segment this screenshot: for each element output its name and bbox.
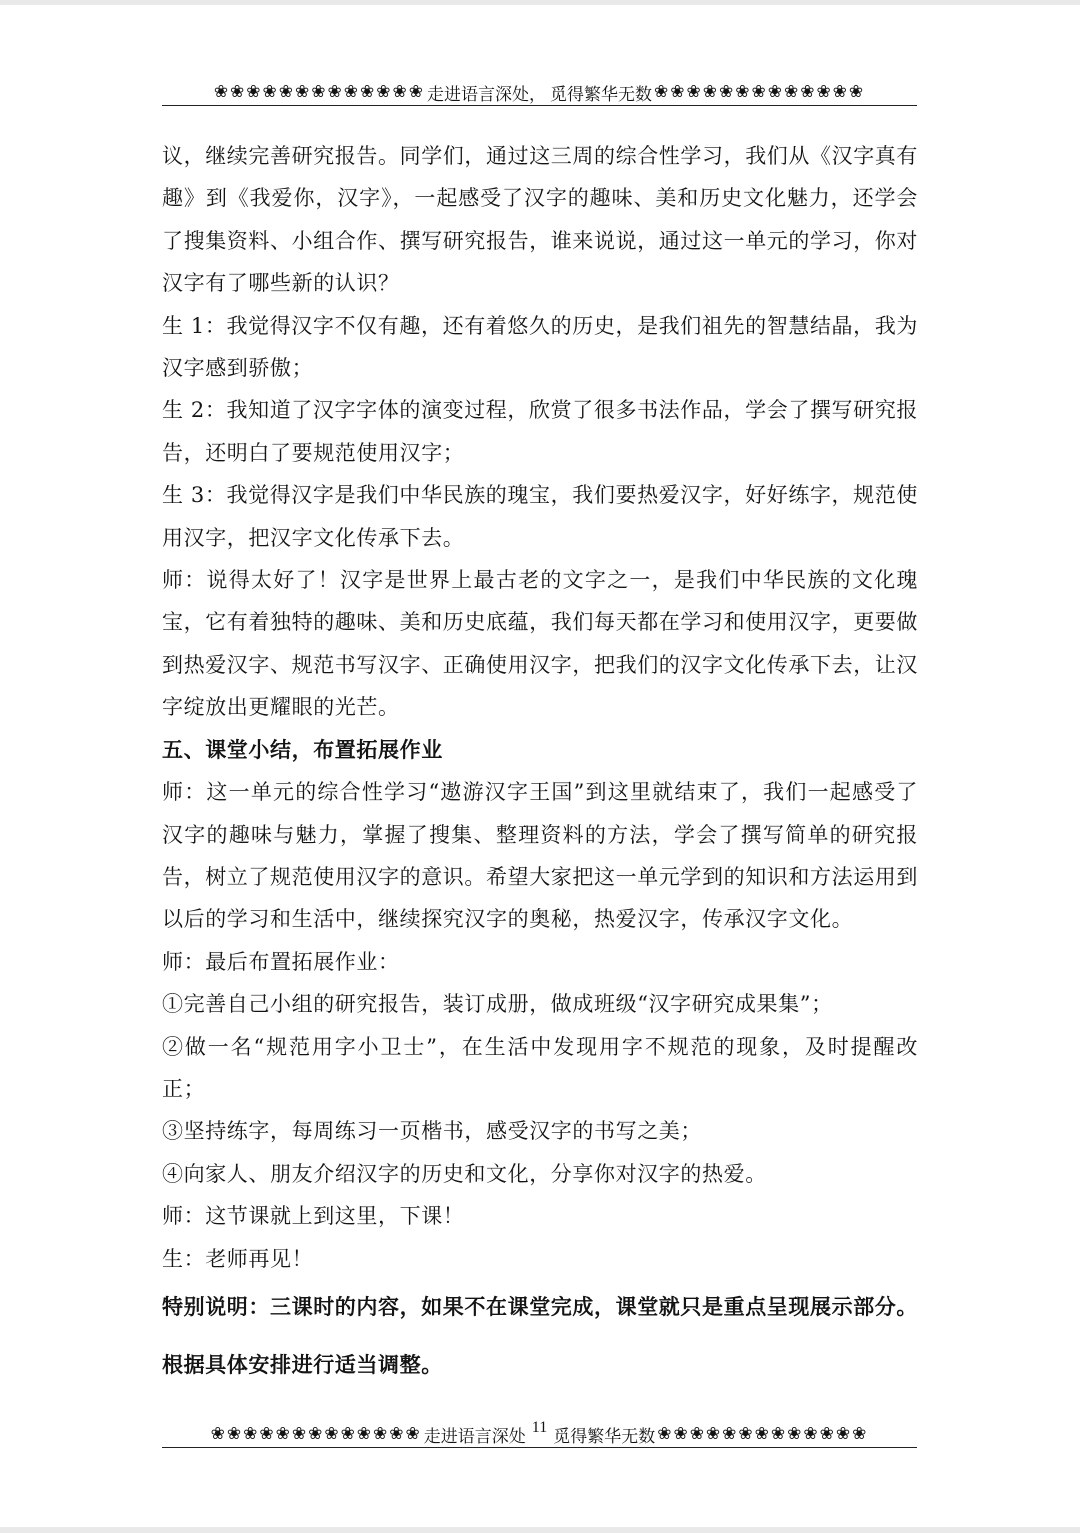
header-motto-left: 走进语言深处， bbox=[427, 84, 546, 105]
homework-item-4: ④向家人、朋友介绍汉字的历史和文化，分享你对汉字的热爱。 bbox=[162, 1161, 767, 1186]
special-note: 特别说明：三课时的内容，如果不在课堂完成，课堂就只是重点呈现展示部分。 bbox=[162, 1293, 918, 1319]
paragraph-student-1: 生 1：我觉得汉字不仅有趣，还有着悠久的历史，是我们祖先的智慧结晶，我为汉字感到骄傲； bbox=[162, 313, 918, 381]
footer-motto-left: 走进语言深处 bbox=[423, 1426, 526, 1447]
page-header bbox=[162, 79, 917, 106]
paragraph-homework-intro: 师：最后布置拓展作业： bbox=[162, 949, 400, 974]
footer-flower-border-left: ❀❀❀❀❀❀❀❀❀❀❀❀❀ bbox=[210, 1424, 422, 1444]
homework-item-3: ③坚持练字，每周练习一页楷书，感受汉字的书写之美； bbox=[162, 1119, 702, 1144]
document-page bbox=[0, 5, 1080, 1527]
document-body bbox=[162, 135, 918, 1386]
homework-item-2: ②做一名“规范用字小卫士”，在生活中发现用字不规范的现象，及时提醒改正； bbox=[162, 1034, 918, 1101]
header-motto-right: 觅得繁华无数 bbox=[550, 84, 652, 105]
paragraph-student-2: 生 2：我知道了汉字字体的演变过程，欣赏了很多书法作品，学会了撰写研究报告，还明白了要规范使用汉字； bbox=[162, 398, 918, 465]
paragraph-teacher-dismiss: 师：这节课就上到这里，下课！ bbox=[162, 1204, 465, 1229]
header-flower-border-left: ❀❀❀❀❀❀❀❀❀❀❀❀❀ bbox=[213, 82, 425, 102]
paragraph-teacher-summary: 师：说得太好了！汉字是世界上最古老的文字之一，是我们中华民族的文化瑰宝，它有着独特的趣味、美和历史底蕴，我们每天都在学习和使用汉字，更要做到热爱汉字、规范书写汉字、正确使用汉字，把我们的汉字文化传承下去，让汉字绽放出更耀眼的光芒。 bbox=[162, 568, 918, 720]
paragraph-teacher-intro: 议，继续完善研究报告。同学们，通过这三周的综合性学习，我们从《汉字真有趣》到《我爱你，汉字》，一起感受了汉字的趣味、美和历史文化魅力，还学会了搜集资料、小组合作、撰写研究报告，谁来说说，通过这一单元的学习，你对汉字有了哪些新的认识？ bbox=[162, 144, 918, 296]
page-number: 11 bbox=[531, 1421, 548, 1436]
paragraph-teacher-conclusion: 师：这一单元的综合性学习“遨游汉字王国”到这里就结束了，我们一起感受了汉字的趣味与魅力，掌握了搜集、整理资料的方法，学会了撰写简单的研究报告，树立了规范使用汉字的意识。希望大家把这一单元学到的知识和方法运用到以后的学习和生活中，继续探究汉字的奥秘，热爱汉字，传承汉字文化。 bbox=[162, 780, 918, 932]
page-footer bbox=[162, 1421, 917, 1448]
paragraph-student-goodbye: 生：老师再见！ bbox=[162, 1246, 314, 1271]
homework-item-1: ①完善自己小组的研究报告，装订成册，做成班级“汉字研究成果集”； bbox=[162, 992, 833, 1017]
header-flower-border-right: ❀❀❀❀❀❀❀❀❀❀❀❀❀ bbox=[654, 82, 866, 102]
footer-flower-border-right: ❀❀❀❀❀❀❀❀❀❀❀❀❀ bbox=[657, 1424, 869, 1444]
section-heading: 五、课堂小结，布置拓展作业 bbox=[162, 736, 443, 762]
paragraph-student-3: 生 3：我觉得汉字是我们中华民族的瑰宝，我们要热爱汉字，好好练字，规范使用汉字，把汉字文化传承下去。 bbox=[162, 483, 918, 550]
adjustment-note: 根据具体安排进行适当调整。 bbox=[162, 1351, 443, 1377]
footer-motto-right: 觅得繁华无数 bbox=[553, 1426, 656, 1447]
